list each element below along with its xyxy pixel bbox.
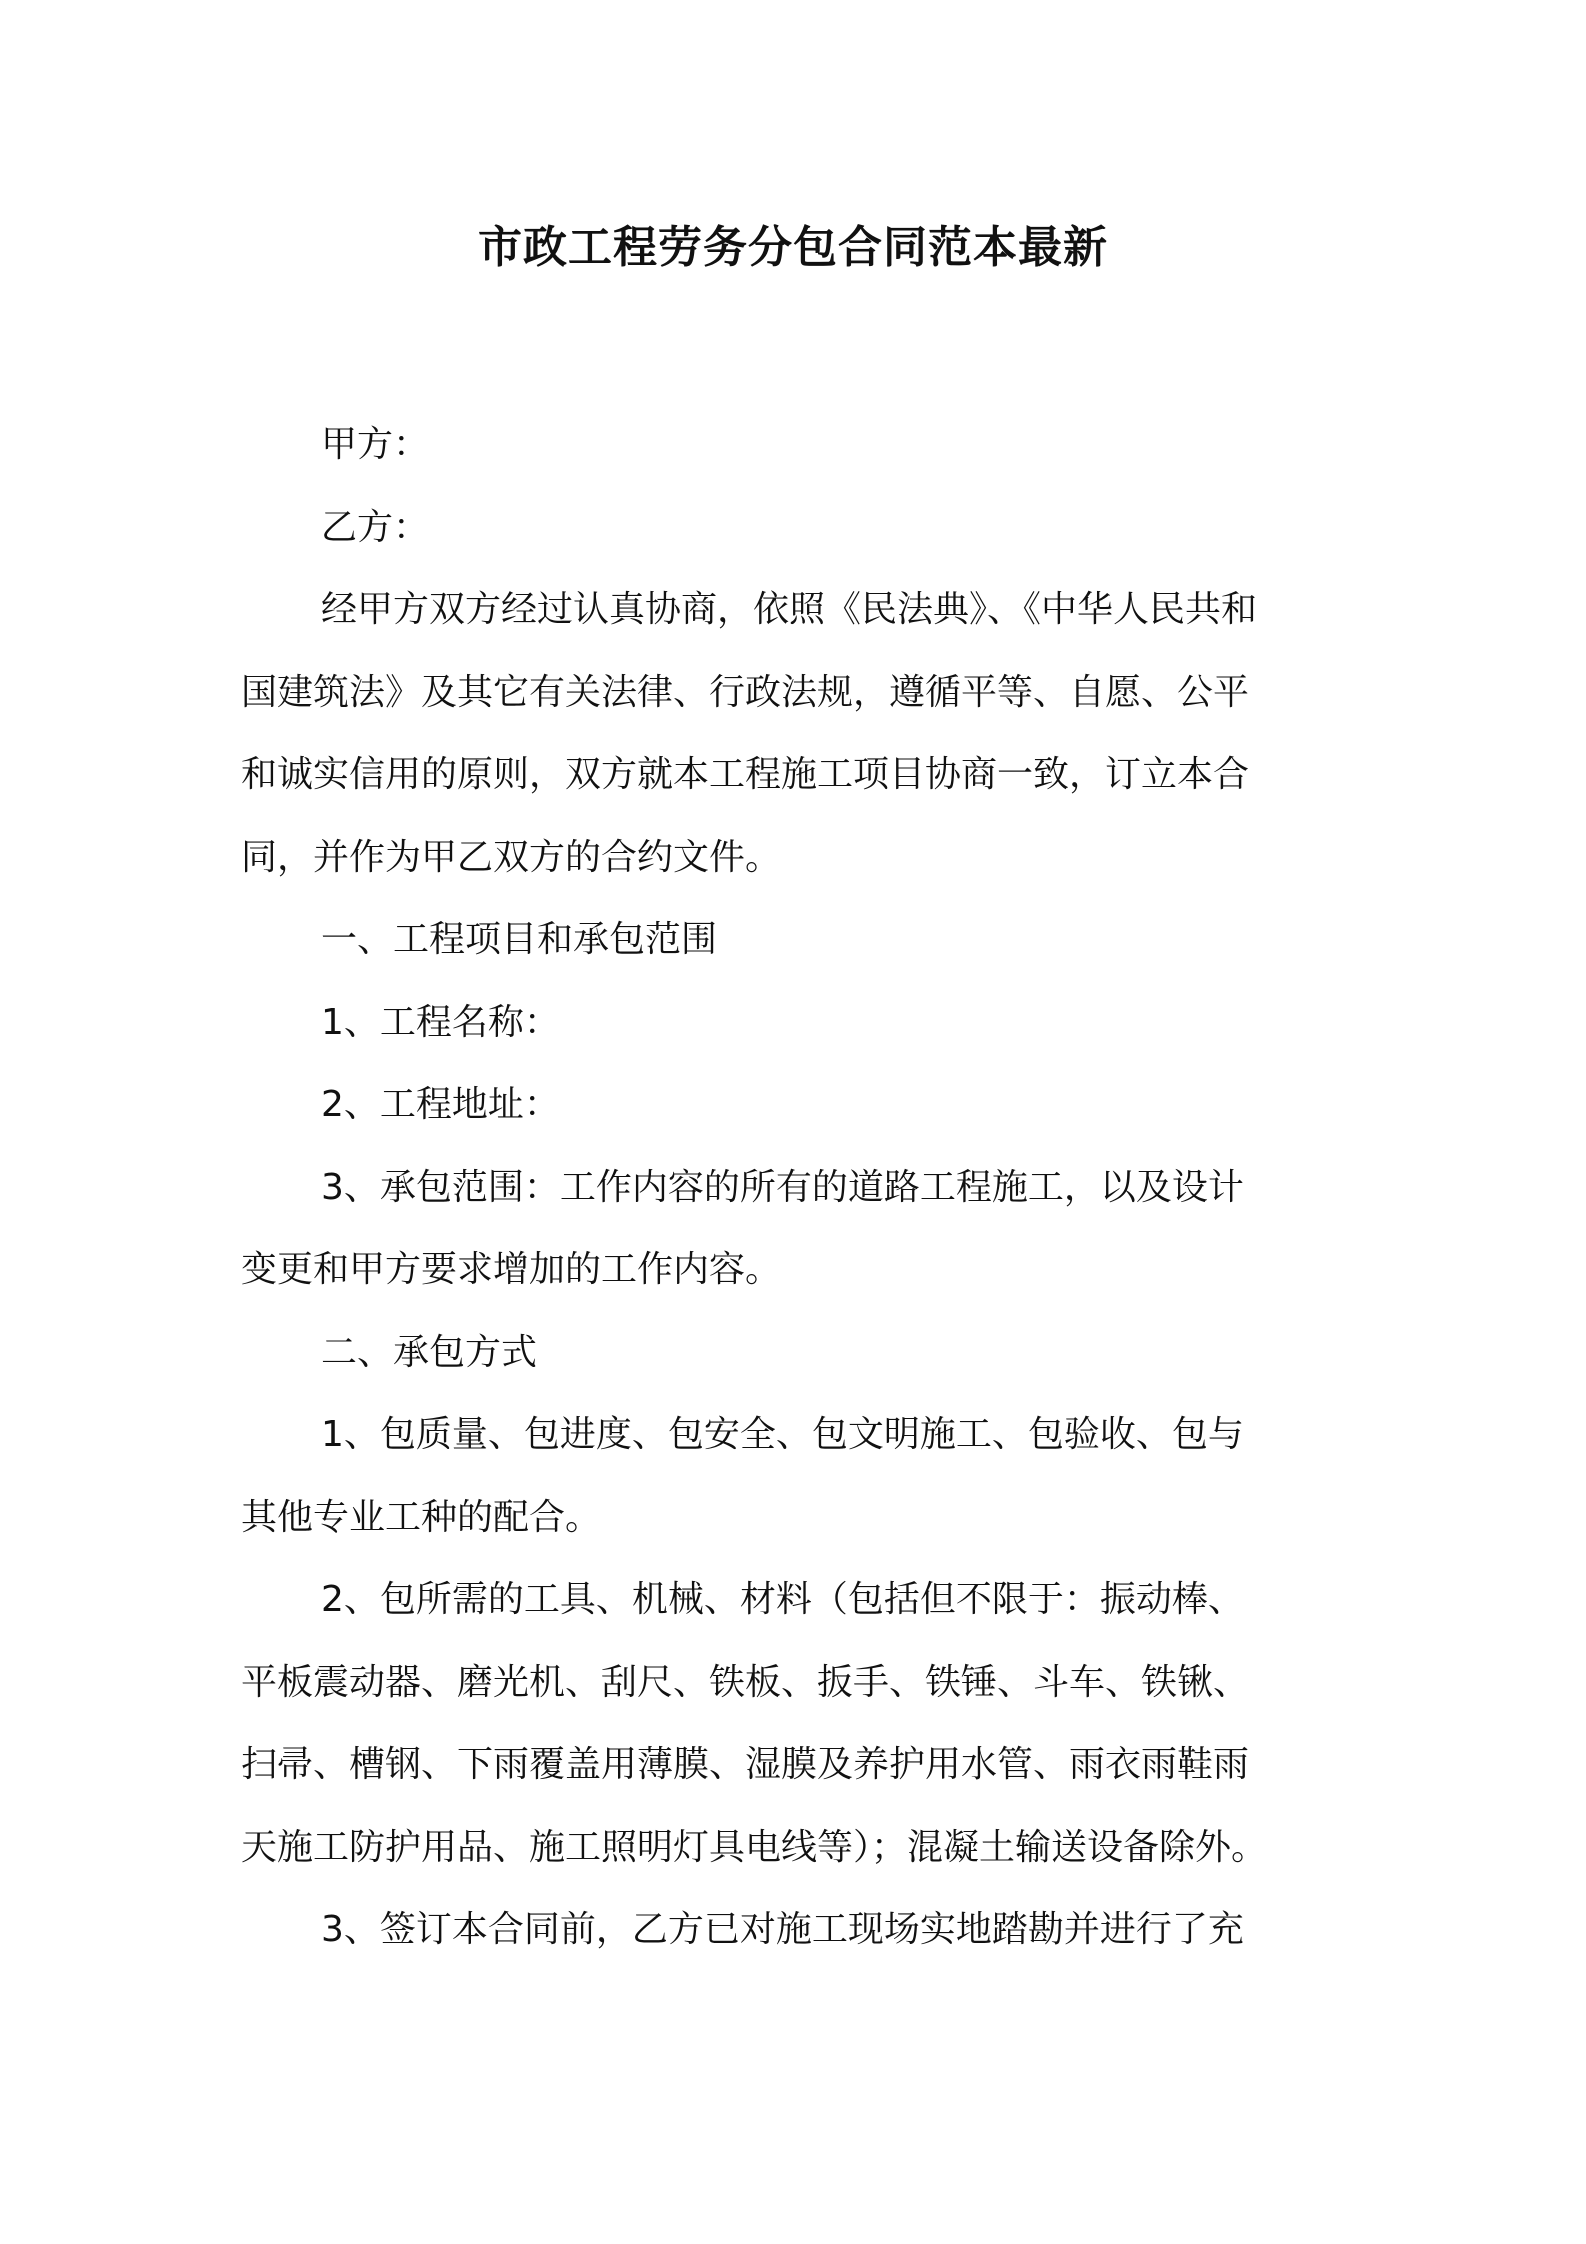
document-title: 市政工程劳务分包合同范本最新: [478, 222, 1108, 273]
document-text-line: 1、包质量、包进度、包安全、包文明施工、包验收、包与: [321, 1414, 1244, 1455]
document-text-line: 二、承包方式: [321, 1331, 538, 1373]
document-text-line: 和诚实信用的原则，双方就本工程施工项目协商一致，订立本合: [241, 754, 1250, 795]
document-text-line: 3、承包范围：工作内容的所有的道路工程施工，以及设计: [321, 1166, 1244, 1208]
document-text-line: 变更和甲方要求增加的工作内容。: [241, 1249, 782, 1290]
document-text-line: 2、工程地址：: [321, 1084, 560, 1125]
document-text-line: 一、工程项目和承包范围: [321, 919, 718, 960]
document-text-line: 1、工程名称：: [321, 1001, 560, 1043]
document-text-line: 扫帚、槽钢、下雨覆盖用薄膜、湿膜及养护用水管、雨衣雨鞋雨: [241, 1744, 1250, 1785]
document-text-line: 乙方：: [321, 506, 430, 548]
document-text-line: 其他专业工种的配合。: [241, 1496, 602, 1538]
document-text-line: 同，并作为甲乙双方的合约文件。: [241, 836, 782, 878]
document-text-line: 甲方：: [321, 424, 430, 465]
document-body: [241, 404, 1355, 1972]
document-text-line: 国建筑法》及其它有关法律、行政法规，遵循平等、自愿、公平: [241, 671, 1250, 713]
document-text-line: 平板震动器、磨光机、刮尺、铁板、扳手、铁锤、斗车、铁锹、: [241, 1661, 1250, 1703]
document-text-line: 3、签订本合同前，乙方已对施工现场实地踏勘并进行了充: [321, 1909, 1244, 1950]
document-text-line: 天施工防护用品、施工照明灯具电线等）；混凝土输送设备除外。: [241, 1826, 1268, 1868]
document-text-line: 经甲方双方经过认真协商，依照《民法典》、《中华人民共和: [321, 589, 1258, 630]
document-text-line: 2、包所需的工具、机械、材料（包括但不限于：振动棒、: [321, 1579, 1244, 1620]
